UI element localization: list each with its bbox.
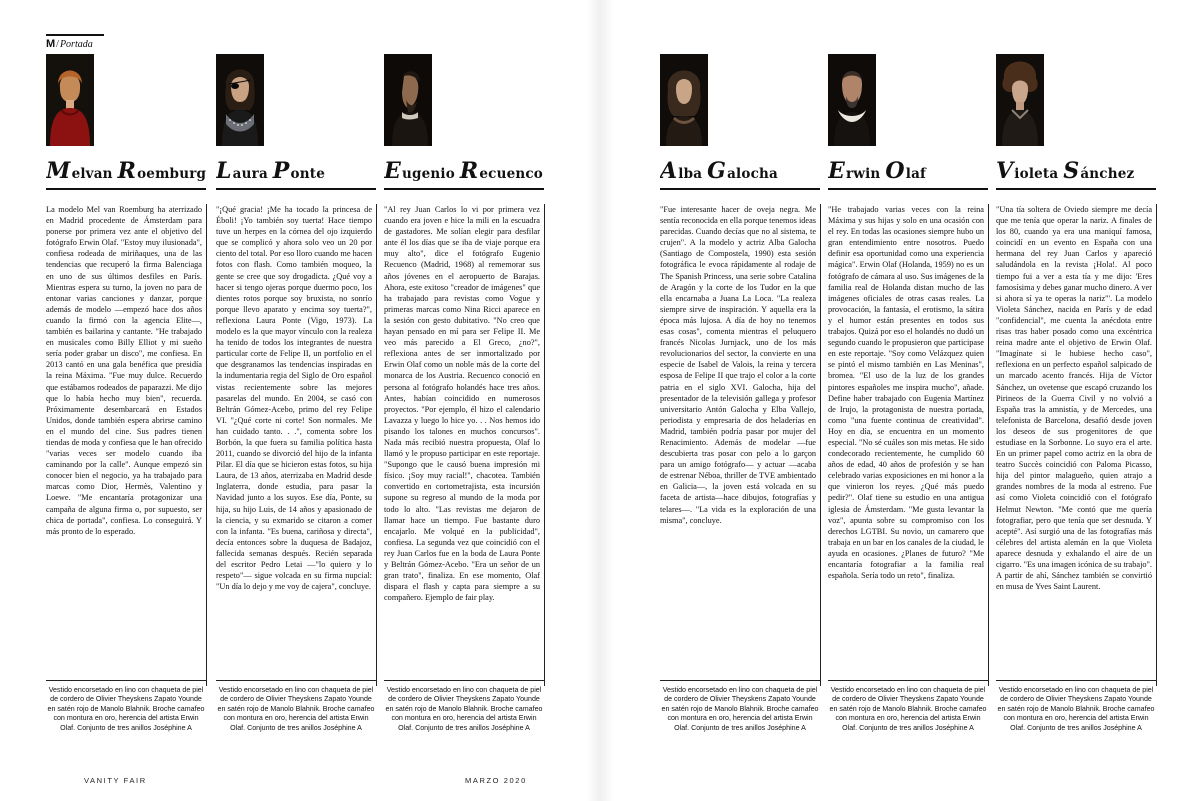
portrait-violeta [996, 54, 1044, 146]
portrait-alba [660, 54, 708, 146]
fashion-credit-alba: Vestido encorsetado en lino con chaqueta de piel de cordero de Olivier Theyskens Zapato Younde en satén rojo de Manolo Blahnik. Broche camafeo con montura en oro, herencia del artista Erwin Olaf. Conjunto de tres anillos Joséphine A [661, 686, 819, 732]
profile-column-violeta [996, 54, 1156, 744]
portrait-laura [216, 54, 264, 146]
name-heading-laura: Laura Ponte [216, 154, 376, 190]
portrait-erwin [828, 54, 876, 146]
fashion-credit-erwin: Vestido encorsetado en lino con chaqueta de piel de cordero de Olivier Theyskens Zapato Younde en satén rojo de Manolo Blahnik. Broche camafeo con montura en oro, herencia del artista Erwin Olaf. Conjunto de tres anillos Joséphine A [829, 686, 987, 732]
name-heading-mel: Melvan Roemburg [46, 154, 206, 190]
bio-text-laura: "¡Qué gracia! ¡Me ha tocado la princesa de Éboli! ¡Yo también soy tuerta! Hace tiempo tuve un herpes en la córnea del ojo izquierdo que se complicó y ahora solo veo un 20 por ciento del total. Por eso lloro cuando me hacen fotos con flash. Como también moqueo, la gente se cree que soy drogadicta. ¿Qué voy a hacer si tengo ojeras porque duermo poco, los dientes rotos porque soy bruxista, no sonrío porque llevo aparato y encima soy tuerta?", reflexiona Laura Ponte (Vigo, 1973). La modelo es la que mayor vínculo con la realeza ha tenido de todos los integrantes de nuestra particular corte de Felipe II, un portfolio en el que desgranamos las tendencias inspiradas en la indumentaria regia del Siglo de Oro español vistas recientemente sobre las mejores pasarelas del mundo. En 2004, se casó con Beltrán Gómez-Acebo, primo del rey Felipe VI. "¿Qué corte ni corte! Son normales. Me han cuidado tanto. . .", comenta sobre los Borbón, la que fuera su familia política hasta 2011, cuando se divorció del hijo de la infanta Pilar. El día que se hicieron estas fotos, su hija Laura, de 13 años, aterrizaba en Madrid desde Inglaterra, donde estudia, para pasar la Navidad junto a los suyos. Ese día, Ponte, su hija, su hijo Luis, de 14 años y apasionado de la ciencia, y su exmarido se citaron a comer con la infanta. "Es buena, cariñosa y directa", decía entonces sobre la duquesa de Badajoz, fallecida semanas después. Recién separada del escritor Pedro Letai —"lo quiero y lo respeto"— sigue volcada en su firma nupcial: "Un día lo dejo y me voy de cajera", concluye. [216, 204, 377, 686]
caption-divider [660, 680, 820, 681]
profile-column-mel [46, 54, 206, 744]
section-label: Portada [59, 39, 93, 50]
fashion-credit-laura: Vestido encorsetado en lino con chaqueta de piel de cordero de Olivier Theyskens Zapato Younde en satén rojo de Manolo Blahnik. Broche camafeo con montura en oro, herencia del artista Erwin Olaf. Conjunto de tres anillos Joséphine A [217, 686, 375, 732]
profile-column-laura [216, 54, 376, 744]
name-heading-alba: Alba Galocha [660, 154, 820, 190]
caption-divider [384, 680, 544, 681]
bio-text-erwin: "He trabajado varias veces con la reina Máxima y sus hijas y solo en una ocasión con el rey. En todas las ocasiones siempre hubo un gran entendimiento entre nosotros. Puedo definir esa oportunidad como una experiencia mágica". Erwin Olaf (Holanda, 1959) no es un fotógrafo de cámara al uso. Sus imágenes de la familia real de Holanda distan mucho de las imágenes oficiales de otras casas reales. La provocación, la fantasía, el erotismo, la sátira y el humor están presentes en todos sus trabajos. Quizá por eso el holandés no dudó un segundo cuando le propusieron que participase en este reportaje. "Soy como Velázquez quien se pintó el mismo también en Las Meninas", bromea. "El uso de la luz de los grandes pintores españoles me inspira mucho", añade. Define haber trabajado con Eugenia Martínez de Irujo, la protagonista de nuestra portada, como "una fuente continua de creatividad". Hoy en día, se encuentra en un momento especial. "No sé cuáles son mis metas. He sido condecorado recientemente, he cumplido 60 años de edad, 40 años de profesión y se han celebrado varias exposiciones en mi honor a la que vinieron los reyes. ¿Qué más puedo pedir?". Olaf tiene su estudio en una antigua iglesia de Ámsterdam. "Me gusta levantar la voz", apunta sobre su compromiso con los derechos LGTBI. Su novio, un camarero que trabaja en un bar en los canales de la ciudad, le ayuda en ocasiones. ¿Planes de futuro? "Me encantaría fotografiar a la familia real española. Sería todo un reto", finaliza. [828, 204, 989, 686]
section-header [46, 34, 104, 51]
bio-text-mel: La modelo Mel van Roemburg ha aterrizado en Madrid procedente de Ámsterdam para ponerse por primera vez ante el objetivo del fotógrafo Erwin Olaf. "Estoy muy ilusionada", confiesa rodeada de miriñaques, una de las tendencias que recuperó la firma Balenciaga en uno de sus últimos desfiles en París. Mientras espera su turno, la joven no para de entonar varias canciones y danzar, porque además de modelo —empezó hace dos años cuando la firmó con la agencia Elite—, también es bailarina y cantante. "He trabajado en musicales como Billy Elliot y mi sueño sería poder grabar un disco", me confiesa. En 2013 cantó en una gala benéfica que presidía la reina Máxima. "Fue muy dulce. Recuerdo que estábamos rodeados de paparazzi. Me dijo que lo había hecho muy bien", recuerda. Próximamente desembarcará en Estados Unidos, donde también espera abrirse camino en el mundo del cine. Sus padres tienen tiendas de moda y confiesa que le han ofrecido "varias veces ser modelo cuando iba caminando por la calle". Aunque empezó sin conocer bien el negocio, ya ha trabajado para marcas como Dior, Hermès, Valentino y Loewe. "Me encantaría protagonizar una campaña de alguna firma o, por supuesto, ser chica de portada", confiesa. Lo conseguirá. Y más pronto de lo esperado. [46, 204, 207, 686]
bio-text-violeta: "Una tía soltera de Oviedo siempre me decía que me tenía que operar la nariz. A finales de los 80, cuando ya era una maniquí famosa, coincidí en un evento en España con una hermana del rey Juan Carlos y apareció saludándola en la revista ¡Hola!. Al poco tiempo fui a ver a esta tía y me dijo: 'Eres famosísima y debes ganar mucho dinero. A ver si ahora sí ya te operas la nariz'". La modelo Violeta Sánchez, nacida en París y de edad "confidencial", me cuenta la anécdota entre risas tras haber posado como una excéntrica reina madre ante el objetivo de Erwin Olaf. "Imagínate si le hubiese hecho caso", reflexiona en un perfecto español salpicado de un marcado acento francés. Hija de Víctor Sánchez, un ovetense que escapó cruzando los Pirineos de la Guerra Civil y no volvió a España tras la amnistía, y de Mercedes, una telefonista de Barcelona, desafió desde joven los deseos de sus progenitores de que estudiase en la Sorbonne. Lo suyo era el arte. En un primer papel como actriz en la obra de teatro Succès coincidió con Paloma Picasso, hija del pintor malagueño, quien atrajo a grandes nombres de la moda al estreno. Fue así como Violeta coincidió con el fotógrafo Helmut Newton. "Me contó que me quería fotografiar, pero que tenía que ser desnuda. Y acepté". Así surgió una de las fotografías más célebres del artista alemán en la que Violeta aparece desnuda y exhalando el aire de un cigarro. "Es una imagen icónica de su trabajo". A partir de ahí, Sánchez también se convirtió en musa de Yves Saint Laurent. [996, 204, 1157, 686]
profile-column-alba [660, 54, 820, 744]
magazine-logo-mark: M [46, 38, 56, 50]
profile-column-eugenio [384, 54, 544, 744]
right-page [600, 0, 1200, 801]
name-heading-erwin: Erwin Olaf [828, 154, 988, 190]
footer-magazine-name: VANITY FAIR [84, 776, 147, 785]
bio-text-alba: "Fue interesante hacer de oveja negra. Me sentía reconocida en ella porque tenemos ideas parecidas. Cuando decías que no al sistema, te crujen". A la modelo y actriz Alba Galocha (Santiago de Compostela, 1990) esta sesión fotográfica le evoca rápidamente al rodaje de The Spanish Princess, una serie sobre Catalina de Aragón y la corte de los Tudor en la que ella encarnaba a Juana La Loca. "La realeza siempre sirve de inspiración. Y aquella era la época más lujosa. A día de hoy no tenemos esas cosas", comenta mientras el peluquero francés Nicolas Jurnjack, uno de los más revolucionarios del sector, la convierte en una especie de Isabel de Valois, la reina y tercera esposa de Felipe II que trajo el color a la corte patria en el siglo XVI. Galocha, hija del presentador de la televisión gallega y profesor universitario Antón Galocha y Elba Vallejo, periodista y empresaria de dos heladerías en Madrid, también podría pasar por mujer del Renacimiento. Además de modelar —fue descubierta tras posar con pelo a lo garçon para un amigo fotógrafo— y actuar —acaba de estrenar Néboa, thriller de TVE ambientado en Galicia—, la joven está volcada en su faceta de artista—hace dibujos, fotografías y telares—. "La vida es la exploración de una misma", concluye. [660, 204, 821, 686]
profile-column-erwin [828, 54, 988, 744]
fashion-credit-violeta: Vestido encorsetado en lino con chaqueta de piel de cordero de Olivier Theyskens Zapato Younde en satén rojo de Manolo Blahnik. Broche camafeo con montura en oro, herencia del artista Erwin Olaf. Conjunto de tres anillos Joséphine A [997, 686, 1155, 732]
fashion-credit-eugenio: Vestido encorsetado en lino con chaqueta de piel de cordero de Olivier Theyskens Zapato Younde en satén rojo de Manolo Blahnik. Broche camafeo con montura en oro, herencia del artista Erwin Olaf. Conjunto de tres anillos Joséphine A [385, 686, 543, 732]
footer-issue-date: MARZO 2020 [465, 776, 527, 785]
caption-divider [46, 680, 206, 681]
bio-text-eugenio: "Al rey Juan Carlos lo vi por primera vez cuando era joven e hice la mili en la escuadra de gastadores. Me solían elegir para desfilar ante él los días que se iba de viaje porque era muy alto", dice el fotógrafo Eugenio Recuenco (Madrid, 1968) al rememorar sus años jóvenes en el aeropuerto de Barajas. Ahora, este exitoso "creador de imágenes" que ha trabajado para revistas como Vogue y primeras marcas como Nina Ricci aparece en la sesión con gesto dubitativo. "No creo que hayan pensado en mí para ser Felipe II. Me veo más parecido a El Greco, ¿no?", reflexiona antes de ser inmortalizado por Erwin Olaf como un noble más de la corte del monarca de los Austria. Recuenco conoció en persona al fotógrafo holandés hace tres años. Antes, habían coincidido en numerosos proyectos. "Por ejemplo, él hizo el calendario Lavazza y luego lo hice yo. . . Nos hemos ido pisando los talones en muchos concursos". Nada más recibió nuestra propuesta, Olaf lo llamó y le propuso participar en este reportaje. "Supongo que le causó buena impresión mi físico. ¡Soy muy racial!", chacotea. También convertido en cortometrajista, esta incursión supone su regreso al mundo de la moda por todo lo alto. "Las revistas me dejaron de llamar hace un tiempo. Fue bastante duro encajarlo. Me volqué en la publicidad", confiesa. La segunda vez que coincidió con el rey Juan Carlos fue en la boda de Laura Ponte y Beltrán Gómez-Acebo. "Era un señor de un gran trato", finaliza. En ese momento, Olaf dispara el flash y capta para siempre a su compañero. Ejemplo de fair play. [384, 204, 545, 686]
caption-divider [216, 680, 376, 681]
name-heading-eugenio: Eugenio Recuenco [384, 154, 544, 190]
portrait-eugenio [384, 54, 432, 146]
name-heading-violeta: Violeta Sánchez [996, 154, 1156, 190]
portrait-mel [46, 54, 94, 146]
caption-divider [996, 680, 1156, 681]
fashion-credit-mel: Vestido encorsetado en lino con chaqueta de piel de cordero de Olivier Theyskens Zapato Younde en satén rojo de Manolo Blahnik. Broche camafeo con montura en oro, herencia del artista Erwin Olaf. Conjunto de tres anillos Joséphine A [47, 686, 205, 732]
caption-divider [828, 680, 988, 681]
section-separator: / [56, 39, 59, 50]
